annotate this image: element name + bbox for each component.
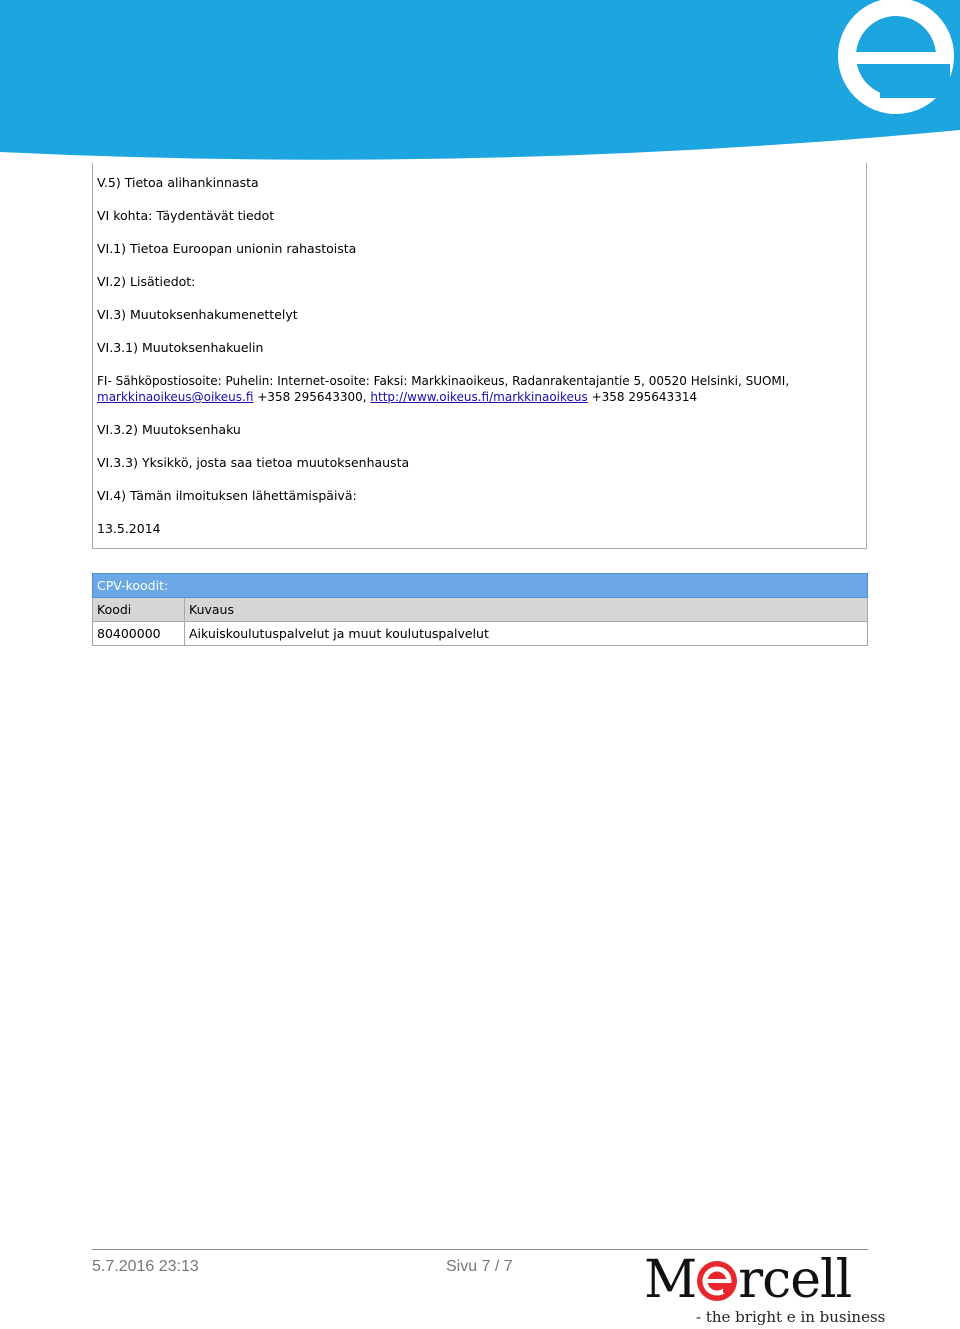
cpv-code-cell: 80400000 xyxy=(93,622,185,646)
section-vi1: VI.1) Tietoa Euroopan unionin rahastoista xyxy=(97,241,357,256)
logo-word-start: M xyxy=(644,1250,697,1310)
footer-timestamp: 5.7.2016 23:13 xyxy=(92,1258,199,1275)
footer-page-number: Sivu 7 / 7 xyxy=(446,1258,513,1275)
section-vi32: VI.3.2) Muutoksenhaku xyxy=(97,422,241,437)
website-link[interactable]: http://www.oikeus.fi/markkinaoikeus xyxy=(370,390,588,404)
e-logo-icon xyxy=(838,0,954,114)
email-link[interactable]: markkinaoikeus@oikeus.fi xyxy=(97,390,254,404)
logo-wordmark xyxy=(644,1250,851,1310)
send-date: 13.5.2014 xyxy=(97,521,161,536)
section-vi4: VI.4) Tämän ilmoituksen lähettämispäivä: xyxy=(97,488,357,503)
section-v5: V.5) Tietoa alihankinnasta xyxy=(97,175,259,190)
section-vi33: VI.3.3) Yksikkö, josta saa tietoa muutoksenhausta xyxy=(97,455,410,470)
section-vi2: VI.2) Lisätiedot: xyxy=(97,274,196,289)
section-vi: VI kohta: Täydentävät tiedot xyxy=(97,208,275,223)
logo-e-icon xyxy=(697,1261,737,1301)
cpv-table-header-row xyxy=(93,598,868,622)
cpv-table-title: CPV-koodit: xyxy=(93,574,868,598)
cpv-table-title-row xyxy=(93,574,868,598)
contact-details xyxy=(97,389,697,405)
section-vi3: VI.3) Muutoksenhakumenettelyt xyxy=(97,307,298,322)
phone-number: +358 295643300, xyxy=(257,390,367,404)
cpv-col-code: Koodi xyxy=(93,598,185,622)
table-row xyxy=(93,622,868,646)
mercell-logo xyxy=(644,1250,886,1328)
logo-word-end: rcell xyxy=(738,1250,852,1310)
logo-tagline: - the bright e in business xyxy=(696,1308,886,1326)
section-vi31: VI.3.1) Muutoksenhakuelin xyxy=(97,340,264,355)
cpv-desc-cell: Aikuiskoulutuspalvelut ja muut koulutuspalvelut xyxy=(185,622,868,646)
cpv-table xyxy=(92,573,868,646)
fax-number: +358 295643314 xyxy=(591,390,698,404)
contact-line: FI- Sähköpostiosoite: Puhelin: Internet-osoite: Faksi: Markkinaoikeus, Radanrakentajantie 5, 00520 Helsinki, SUOMI, xyxy=(97,374,790,388)
cpv-col-desc: Kuvaus xyxy=(185,598,868,622)
header-banner xyxy=(0,0,960,165)
